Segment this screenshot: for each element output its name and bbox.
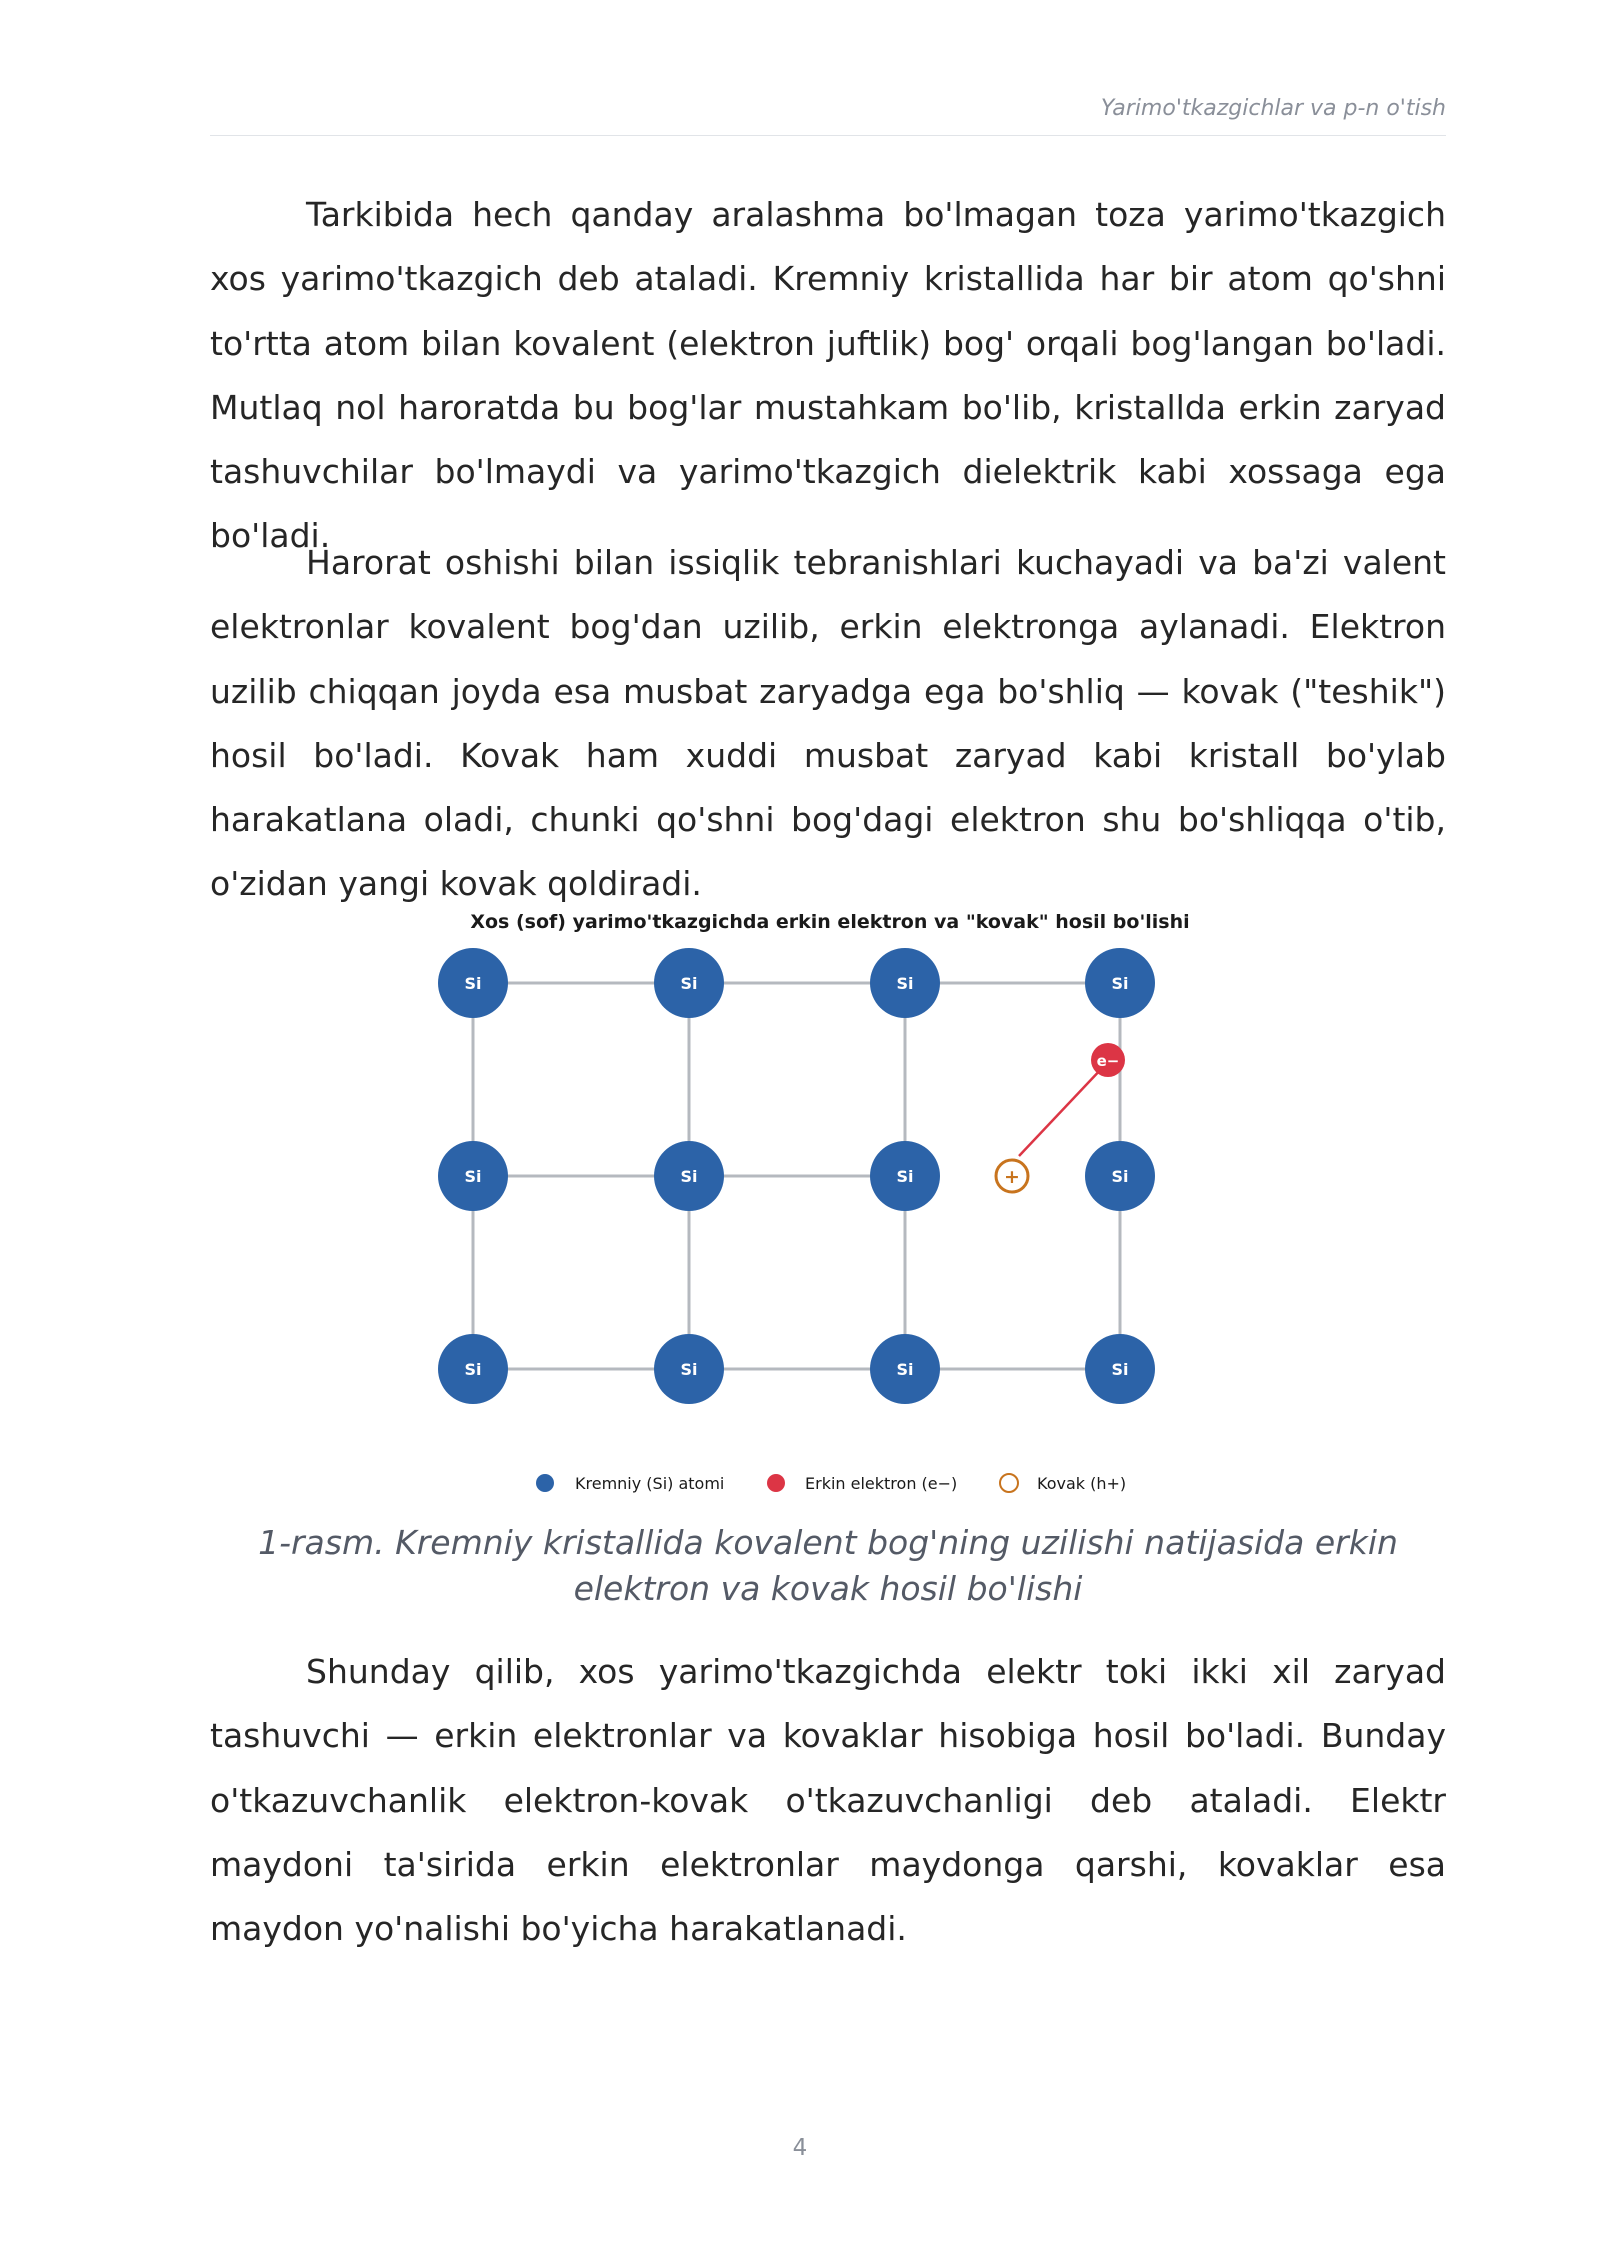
silicon-atom [438, 1334, 508, 1404]
legend-atom-label: Kremniy (Si) atomi [575, 1474, 725, 1493]
figure-caption: 1-rasm. Kremniy kristallida kovalent bog'ning uzilishi natijasida erkin elektron va kovak hosil bo'lishi [258, 1523, 1398, 1608]
electron-path-arrow [1019, 1066, 1104, 1156]
silicon-atom [870, 948, 940, 1018]
legend-hole-label: Kovak (h+) [1037, 1474, 1127, 1493]
page-number: 4 [792, 2135, 808, 2161]
silicon-atom [870, 1334, 940, 1404]
paragraph-conduction-mechanism: Shunday qilib, xos yarimo'tkazgichda elektr toki ikki xil zaryad tashuvchi — erkin elektronlar va kovaklar hisobiga hosil bo'ladi. Bunday o'tkazuvchanlik elektron-kovak o'tkazuvchanligi deb ataladi. Elektr maydoni ta'sirida erkin elektronlar maydonga qarshi, kovaklar esa maydon yo'nalishi bo'yicha harakatlanadi. [210, 1652, 1446, 1949]
legend-atom-marker [536, 1474, 554, 1492]
atom-label: Si [680, 974, 698, 993]
atom-label: Si [464, 974, 482, 993]
atom-label: Si [1111, 1167, 1129, 1186]
atom-label: Si [1111, 1360, 1129, 1379]
atom-label: Si [896, 1167, 914, 1186]
legend-electron-label: Erkin elektron (e−) [805, 1474, 958, 1493]
header-divider [210, 135, 1446, 136]
figure-title: Xos (sof) yarimo'tkazgichda erkin elektron va "kovak" hosil bo'lishi [470, 911, 1190, 933]
silicon-atom [1085, 1141, 1155, 1211]
figure-silicon-lattice [420, 900, 1210, 1500]
atom-label: Si [680, 1167, 698, 1186]
atom-label: Si [464, 1167, 482, 1186]
legend [536, 1474, 1126, 1493]
silicon-atom [1085, 1334, 1155, 1404]
silicon-atom [654, 1141, 724, 1211]
free-electron [1091, 1043, 1125, 1077]
silicon-atom [438, 1141, 508, 1211]
electron-label: e− [1096, 1052, 1120, 1070]
silicon-atom [654, 1334, 724, 1404]
legend-electron-marker [767, 1474, 785, 1492]
running-header: Yarimo'tkazgichlar va p-n o'tish [1100, 96, 1446, 121]
atom-label: Si [680, 1360, 698, 1379]
lattice-diagram [420, 900, 1210, 1500]
legend-hole-marker [1000, 1474, 1018, 1492]
silicon-atom [1085, 948, 1155, 1018]
atom-label: Si [1111, 974, 1129, 993]
paragraph-electron-hole-generation: Harorat oshishi bilan issiqlik tebranishlari kuchayadi va ba'zi valent elektronlar kovalent bog'dan uzilib, erkin elektronga aylanadi. Elektron uzilib chiqqan joyda esa musbat zaryadga ega bo'shliq — kovak ("teshik") hosil bo'ladi. Kovak ham xuddi musbat zaryad kabi kristall bo'ylab harakatlana oladi, chunki qo'shni bog'dagi elektron shu bo'shliqqa o'tib, o'zidan yangi kovak qoldiradi. [210, 543, 1446, 904]
silicon-atom [438, 948, 508, 1018]
hole-label: + [1004, 1166, 1020, 1188]
hole [996, 1160, 1028, 1192]
silicon-atom [870, 1141, 940, 1211]
paragraph-intrinsic-definition: Tarkibida hech qanday aralashma bo'lmagan toza yarimo'tkazgich xos yarimo'tkazgich deb ataladi. Kremniy kristallida har bir atom qo'shni to'rtta atom bilan kovalent (elektron juftlik) bog' orqali bog'langan bo'ladi. Mutlaq nol haroratda bu bog'lar mustahkam bo'lib, kristallda erkin zaryad tashuvchilar bo'lmaydi va yarimo'tkazgich dielektrik kabi xossaga ega bo'ladi. [210, 195, 1446, 556]
atom-label: Si [464, 1360, 482, 1379]
silicon-atom [654, 948, 724, 1018]
atom-label: Si [896, 974, 914, 993]
atom-label: Si [896, 1360, 914, 1379]
